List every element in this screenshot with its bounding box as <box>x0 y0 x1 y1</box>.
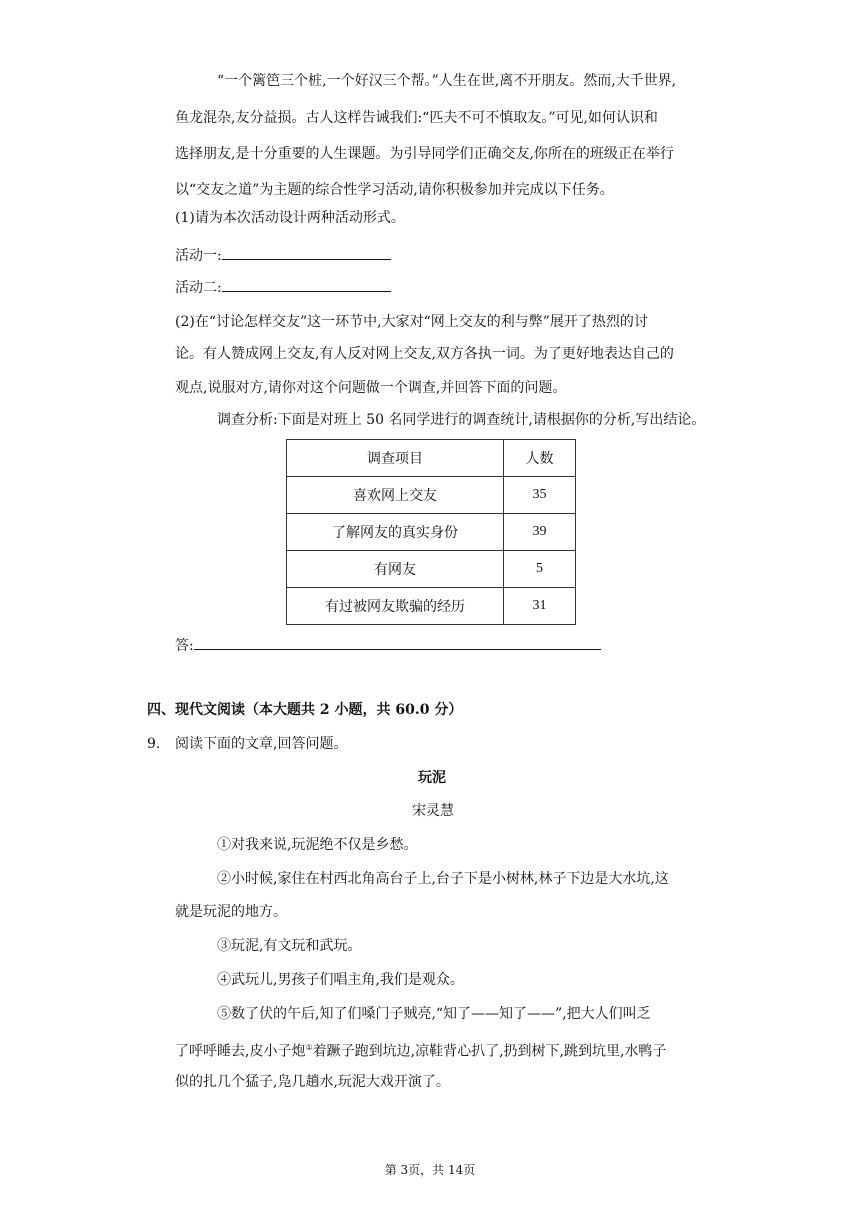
question-text: 阅读下面的文章,回答问题。 <box>175 736 348 752</box>
question-number: 9. <box>147 736 161 752</box>
table-cell-count: 31 <box>504 588 576 625</box>
survey-intro: 调查分析:下面是对班上 50 名同学进行的调查统计,请根据你的分析,写出结论。 <box>217 412 706 428</box>
table-cell-item: 喜欢网上交友 <box>287 477 504 514</box>
task2-line-2: 论。有人赞成网上交友,有人反对网上交友,双方各执一词。为了更好地表达自己的 <box>175 346 674 362</box>
paragraph-2-line-2: 就是玩泥的地方。 <box>175 904 287 920</box>
intro-line-2: 鱼龙混杂,友分益损。古人这样告诫我们:“匹夫不可不慎取友。”可见,如何认识和 <box>175 110 658 126</box>
table-cell-item: 有网友 <box>287 551 504 588</box>
paragraph-1: ①对我来说,玩泥绝不仅是乡愁。 <box>217 837 418 853</box>
intro-line-4: 以“交友之道”为主题的综合性学习活动,请你积极参加并完成以下任务。 <box>175 182 614 198</box>
activity1-answer-line[interactable] <box>222 245 391 260</box>
task1-prompt: (1)请为本次活动设计两种活动形式。 <box>175 210 405 226</box>
task2-line-1: (2)在“讨论怎样交友”这一环节中,大家对“网上交友的利与弊”展开了热烈的讨 <box>175 314 648 330</box>
paragraph-5-line-2-part-2: 着蹶子跑到坑边,凉鞋背心扒了,扔到树下,跳到坑里,水鸭子 <box>312 1043 667 1060</box>
paragraph-3: ③玩泥,有文玩和武玩。 <box>217 938 362 954</box>
table-row <box>287 551 576 588</box>
activity2-row <box>175 277 391 297</box>
answer-row <box>175 635 601 655</box>
intro-line-3: 选择朋友,是十分重要的人生课题。为引导同学们正确交友,你所在的班级正在举行 <box>175 146 674 162</box>
section-heading: 四、现代文阅读（本大题共 2 小题，共 60.0 分） <box>147 702 463 718</box>
answer-label: 答: <box>175 638 194 654</box>
page-footer: 第 3页，共 14页 <box>384 1163 476 1177</box>
article-author: 宋灵慧 <box>412 803 454 819</box>
table-row <box>287 514 576 551</box>
answer-line[interactable] <box>194 635 601 650</box>
activity2-label: 活动二: <box>175 280 222 296</box>
task2-line-3: 观点,说服对方,请你对这个问题做一个调查,并回答下面的问题。 <box>175 380 567 396</box>
table-header-row <box>287 440 576 477</box>
paragraph-5-line-1: ⑤数了伏的午后,知了们嗓门子贼亮,“知了——知了——”,把大人们叫乏 <box>217 1006 651 1022</box>
paragraph-2-line-1: ②小时候,家住在村西北角高台子上,台子下是小树林,林子下边是大水坑,这 <box>217 871 669 887</box>
table-cell-count: 35 <box>504 477 576 514</box>
table-row <box>287 588 576 625</box>
table-cell-count: 39 <box>504 514 576 551</box>
table-cell-count: 5 <box>504 551 576 588</box>
table-cell-item: 有过被网友欺骗的经历 <box>287 588 504 625</box>
activity2-answer-line[interactable] <box>222 277 391 292</box>
paragraph-5-line-2-part-1: 了呼呼睡去,皮小子炮 <box>175 1043 306 1060</box>
article-title: 玩泥 <box>418 770 446 786</box>
activity1-label: 活动一: <box>175 248 222 264</box>
paragraph-5-line-3: 似的扎几个猛子,凫几趟水,玩泥大戏开演了。 <box>175 1074 450 1090</box>
table-cell-item: 了解网友的真实身份 <box>287 514 504 551</box>
activity1-row <box>175 245 391 265</box>
paragraph-5-line-2 <box>175 1039 666 1061</box>
table-header-count: 人数 <box>504 440 576 477</box>
intro-line-1: “一个篱笆三个桩,一个好汉三个帮。”人生在世,离不开朋友。然而,大千世界, <box>217 73 677 89</box>
footnote-mark[interactable]: ① <box>305 1043 313 1052</box>
table-row <box>287 477 576 514</box>
table-header-item: 调查项目 <box>287 440 504 477</box>
paragraph-4: ④武玩儿,男孩子们唱主角,我们是观众。 <box>217 972 464 988</box>
survey-table <box>286 439 576 625</box>
